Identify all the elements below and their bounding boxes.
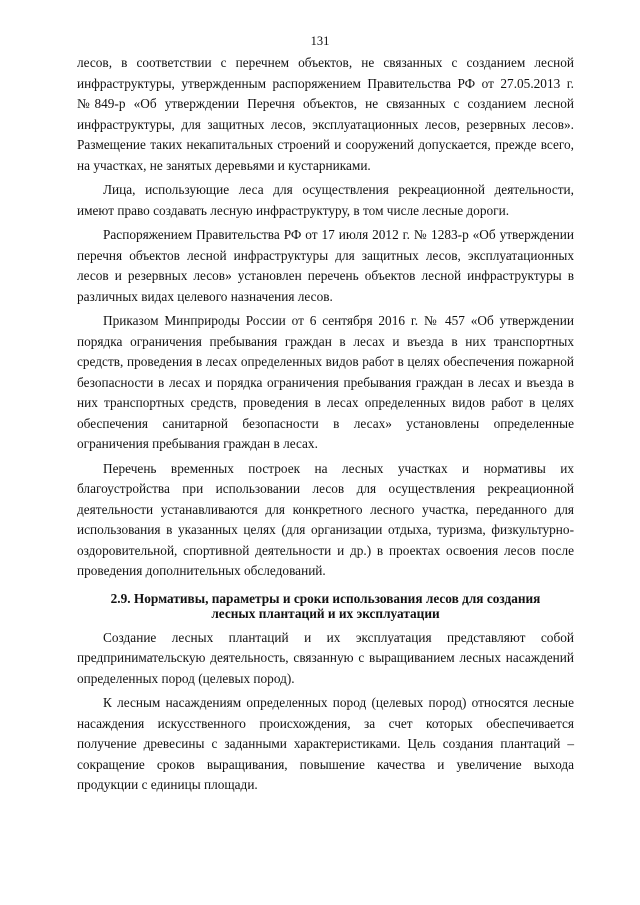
paragraph: К лесным насаждениям определенных пород (целевых пород) относятся лесные насаждения искусственного происхождения, за счет которых обеспечивается получение древесины с заданными характеристиками. Цель создания плантаций – сокращение сроков выращивания, повышение качества и увеличение выхода продукции с единицы площади. — [77, 695, 574, 792]
paragraph: Приказом Минприроды России от 6 сентября 2016 г. № 457 «Об утверждении порядка ограничения пребывания граждан в лесах и въезда в них транспортных средств, проведения в лесах определенных видов работ в целях обеспечения пожарной безопасности в лесах и порядка ограничения пребывания граждан в лесах и въезда в них транспортных средств, проведения в лесах определенных видов работ в целях обеспечения санитарной безопасности в лесах» установлены определенные ограничения пребывания граждан в лесах. — [77, 313, 574, 451]
paragraph: Создание лесных плантаций и их эксплуатация представляют собой предпринимательскую деятельность, связанную с выращиванием лесных насаждений определенных пород (целевых пород). — [77, 629, 574, 686]
page-body — [77, 53, 574, 800]
section-heading — [77, 591, 574, 622]
paragraph: Лица, использующие леса для осуществления рекреационной деятельности, имеют право создавать лесную инфраструктуру, в том числе лесные дороги. — [77, 182, 574, 218]
paragraph: Распоряжением Правительства РФ от 17 июля 2012 г. № 1283-р «Об утверждении перечня объектов лесной инфраструктуры для защитных лесов, эксплуатационных лесов и резервных лесов» установлен перечень объектов лесной инфраструктуры в различных видах целевого назначения лесов. — [77, 227, 574, 304]
paragraph: Перечень временных построек на лесных участках и нормативы их благоустройства при использовании лесов для осуществления рекреационной деятельности устанавливаются для конкретного лесного участка, переданного для использования в указанных целях (для организации отдыха, туризма, физкультурно-оздоровительной, спортивной деятельности и др.) в проектах освоения лесов после проведения дополнительных обследований. — [77, 460, 574, 578]
section-heading-line-2: лесных плантаций и их эксплуатации — [211, 606, 440, 621]
section-heading-line-1: 2.9. Нормативы, параметры и сроки использования лесов для создания — [110, 590, 541, 606]
paragraph: лесов, в соответствии с перечнем объектов, не связанных с созданием лесной инфраструктуры, утвержденным распоряжением Правительства РФ от 27.05.2013 г. №849-р «Об утверждении Перечня объектов, не связанных с созданием лесной инфраструктуры, для защитных лесов, эксплуатационных лесов, резервных лесов». Размещение таких некапитальных строений и сооружений допускается, прежде всего, на участках, не занятых деревьями и кустарниками. — [77, 55, 574, 173]
page-number: 131 — [310, 34, 330, 48]
